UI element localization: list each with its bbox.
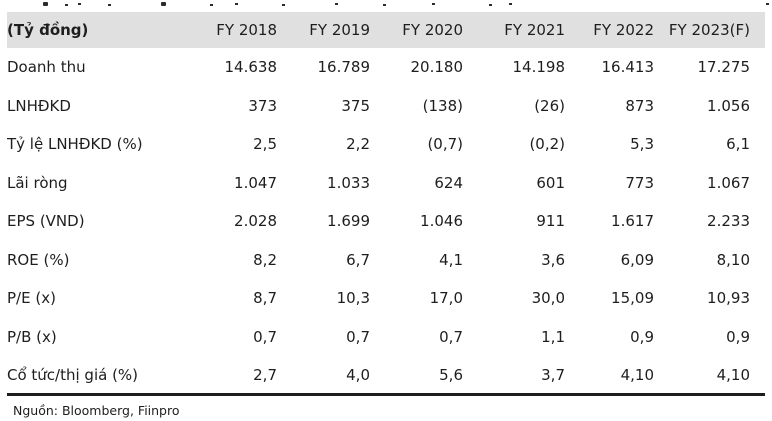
value-cell: 1.056 [707,96,750,115]
value-cell: 1.046 [420,212,463,231]
row-label: Tỷ lệ LNHĐKD (%) [7,135,143,154]
row-label: Doanh thu [7,58,86,77]
row-label: P/E (x) [7,289,56,308]
value-cell: 15,09 [611,289,654,308]
value-cell: (0,2) [529,135,565,154]
value-cell: 10,93 [707,289,750,308]
row-label: LNHĐKD [7,96,71,115]
financial-table [7,12,765,396]
column-header-fy2021: FY 2021 [504,21,565,39]
value-cell: (0,7) [427,135,463,154]
value-cell: 5,6 [439,365,463,384]
value-cell: 601 [536,173,565,192]
value-cell: 4,10 [620,365,654,384]
value-cell: 4,0 [346,365,370,384]
source-note: Nguồn: Bloomberg, Fiinpro [13,403,180,418]
metric-row-roe [7,241,765,280]
value-cell: 1.699 [327,212,370,231]
value-cell: 17.275 [697,58,750,77]
value-cell: 873 [625,96,654,115]
value-cell: 2.028 [234,212,277,231]
value-cell: 8,10 [716,250,750,269]
value-cell: 0,9 [630,327,654,346]
value-cell: 5,3 [630,135,654,154]
value-cell: 4,1 [439,250,463,269]
value-cell: 624 [434,173,463,192]
value-cell: 911 [536,212,565,231]
value-cell: 2,5 [253,135,277,154]
column-header-fy2020: FY 2020 [402,21,463,39]
clipped-text-remnant [43,2,48,6]
value-cell: 8,7 [253,289,277,308]
value-cell: 2,2 [346,135,370,154]
row-label: Cổ tức/thị giá (%) [7,365,139,384]
value-cell: 375 [341,96,370,115]
unit-header-cell: (Tỷ đồng) [7,21,89,39]
value-cell: 2,7 [253,365,277,384]
column-header-fy2023f: FY 2023(F) [668,21,750,39]
value-cell: 773 [625,173,654,192]
value-cell: 4,10 [716,365,750,384]
value-cell: 6,7 [346,250,370,269]
value-cell: 14.198 [512,58,565,77]
row-label: ROE (%) [7,250,70,269]
value-cell: 0,7 [439,327,463,346]
value-cell: 20.180 [410,58,463,77]
value-cell: 3,6 [541,250,565,269]
column-header-fy2018: FY 2018 [216,21,277,39]
value-cell: (138) [422,96,463,115]
value-cell: 16.413 [601,58,654,77]
value-cell: 6,09 [620,250,654,269]
value-cell: 30,0 [531,289,565,308]
value-cell: 1.033 [327,173,370,192]
value-cell: (26) [534,96,565,115]
value-cell: 2.233 [707,212,750,231]
metric-row-pb [7,318,765,357]
value-cell: 6,1 [726,135,750,154]
column-header-fy2019: FY 2019 [309,21,370,39]
metric-row-net-profit [7,164,765,203]
column-header-fy2022: FY 2022 [593,21,654,39]
value-cell: 1.067 [707,173,750,192]
metric-row-revenue [7,48,765,87]
row-label: P/B (x) [7,327,57,346]
value-cell: 373 [248,96,277,115]
row-label: EPS (VND) [7,212,85,231]
table-header-row [7,12,765,48]
row-label: Lãi ròng [7,173,68,192]
metric-row-operating-margin [7,125,765,164]
value-cell: 0,9 [726,327,750,346]
value-cell: 0,7 [346,327,370,346]
value-cell: 16.789 [317,58,370,77]
value-cell: 1.617 [611,212,654,231]
metric-row-eps [7,202,765,241]
metric-row-operating-profit [7,87,765,126]
metric-row-pe [7,279,765,318]
value-cell: 3,7 [541,365,565,384]
value-cell: 1,1 [541,327,565,346]
value-cell: 0,7 [253,327,277,346]
value-cell: 10,3 [336,289,370,308]
value-cell: 8,2 [253,250,277,269]
value-cell: 17,0 [429,289,463,308]
value-cell: 14.638 [224,58,277,77]
metric-row-dividend-yield [7,356,765,395]
value-cell: 1.047 [234,173,277,192]
